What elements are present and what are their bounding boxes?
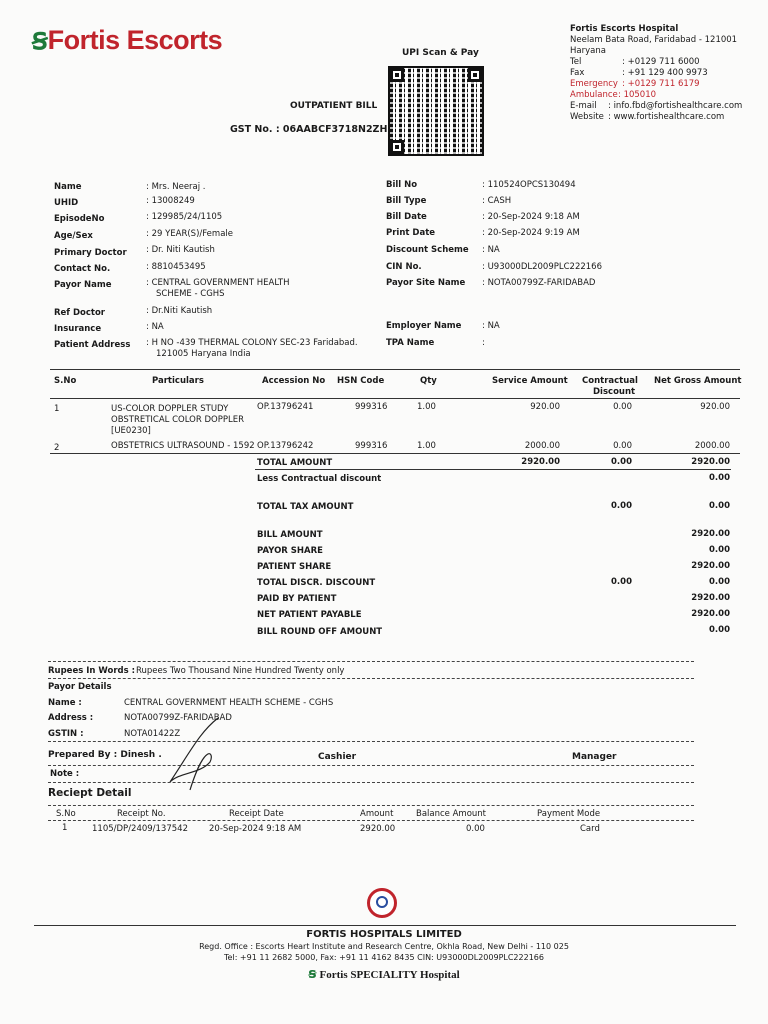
divider: [48, 820, 694, 821]
fortis-speciality-logo: ꞩ Fortis SPECIALITY Hospital: [308, 966, 460, 982]
table-top-rule: [50, 369, 740, 370]
signature: [160, 712, 230, 796]
bill-title: OUTPATIENT BILL: [290, 101, 378, 111]
nabh-seal-icon: [367, 888, 397, 918]
gst-number: GST No. : 06AABCF3718N2ZH: [230, 124, 388, 135]
divider: [48, 678, 694, 679]
manager-label: Manager: [572, 752, 617, 762]
receipt-col-balance: Balance Amount: [416, 809, 487, 819]
receipt-col-date: Receipt Date: [229, 809, 284, 819]
fortis-logo: ꞩFortis Escorts: [32, 23, 223, 56]
col-qty: Qty: [420, 376, 437, 386]
prepared-by: Prepared By : Dinesh .: [48, 750, 162, 760]
company-name: FORTIS HOSPITALS LIMITED: [306, 929, 462, 940]
payor-gstin: NOTA01422Z: [124, 729, 181, 739]
upi-label: UPI Scan & Pay: [402, 48, 479, 58]
col-service: Service Amount: [492, 376, 568, 386]
divider: [48, 661, 694, 662]
upi-qr-code[interactable]: [388, 66, 484, 156]
table-header-rule: [50, 398, 740, 399]
table-total-rule: [50, 453, 740, 454]
hospital-info: Fortis Escorts Hospital Neelam Bata Road, Faridabad - 121001 Haryana Tel : +0129 711 6000 Fax : +91 129 400 9973 Emergency : +0129 711 6179 Ambulance : 105010 E-mail : info.fbd@fortishealthcare.com Website : www.fortishealthcare.com: [570, 24, 743, 122]
divider: [48, 805, 694, 806]
divider: [48, 782, 694, 783]
receipt-col-sno: S.No: [56, 809, 76, 819]
words-label: Rupees In Words :: [48, 666, 136, 676]
col-discount: Discount: [593, 387, 636, 397]
cashier-label: Cashier: [318, 752, 357, 762]
receipt-col-no: Receipt No.: [117, 809, 166, 819]
regd-office: Regd. Office : Escorts Heart Institute and Research Centre, Okhla Road, New Delhi - 110 025: [199, 942, 569, 951]
company-contact: Tel: +91 11 2682 5000, Fax: +91 11 4162 8435 CIN: U93000DL2009PLC222166: [224, 953, 544, 962]
col-accession: Accession No: [262, 376, 326, 386]
bottom-rule: [34, 925, 736, 926]
payor-name: CENTRAL GOVERNMENT HEALTH SCHEME - CGHS: [124, 698, 334, 708]
col-contractual: Contractual: [582, 376, 638, 386]
col-net: Net Gross Amount: [654, 376, 742, 386]
receipt-col-amount: Amount: [360, 809, 394, 819]
col-sno: S.No: [54, 376, 77, 386]
fortis-leaf-icon: ꞩ: [32, 23, 48, 56]
col-hsn: HSN Code: [337, 376, 385, 386]
receipt-col-mode: Payment Mode: [537, 809, 601, 819]
payor-details-title: Payor Details: [48, 682, 112, 692]
divider: [48, 765, 694, 766]
payor-address: NOTA00799Z-FARIDABAD: [124, 713, 232, 723]
receipt-title: Reciept Detail: [48, 787, 132, 799]
note-label: Note :: [50, 769, 80, 779]
amount-in-words: Rupees Two Thousand Nine Hundred Twenty only: [136, 666, 345, 676]
col-particulars: Particulars: [152, 376, 204, 386]
divider: [48, 741, 694, 742]
fortis-leaf-icon: ꞩ: [308, 966, 317, 982]
